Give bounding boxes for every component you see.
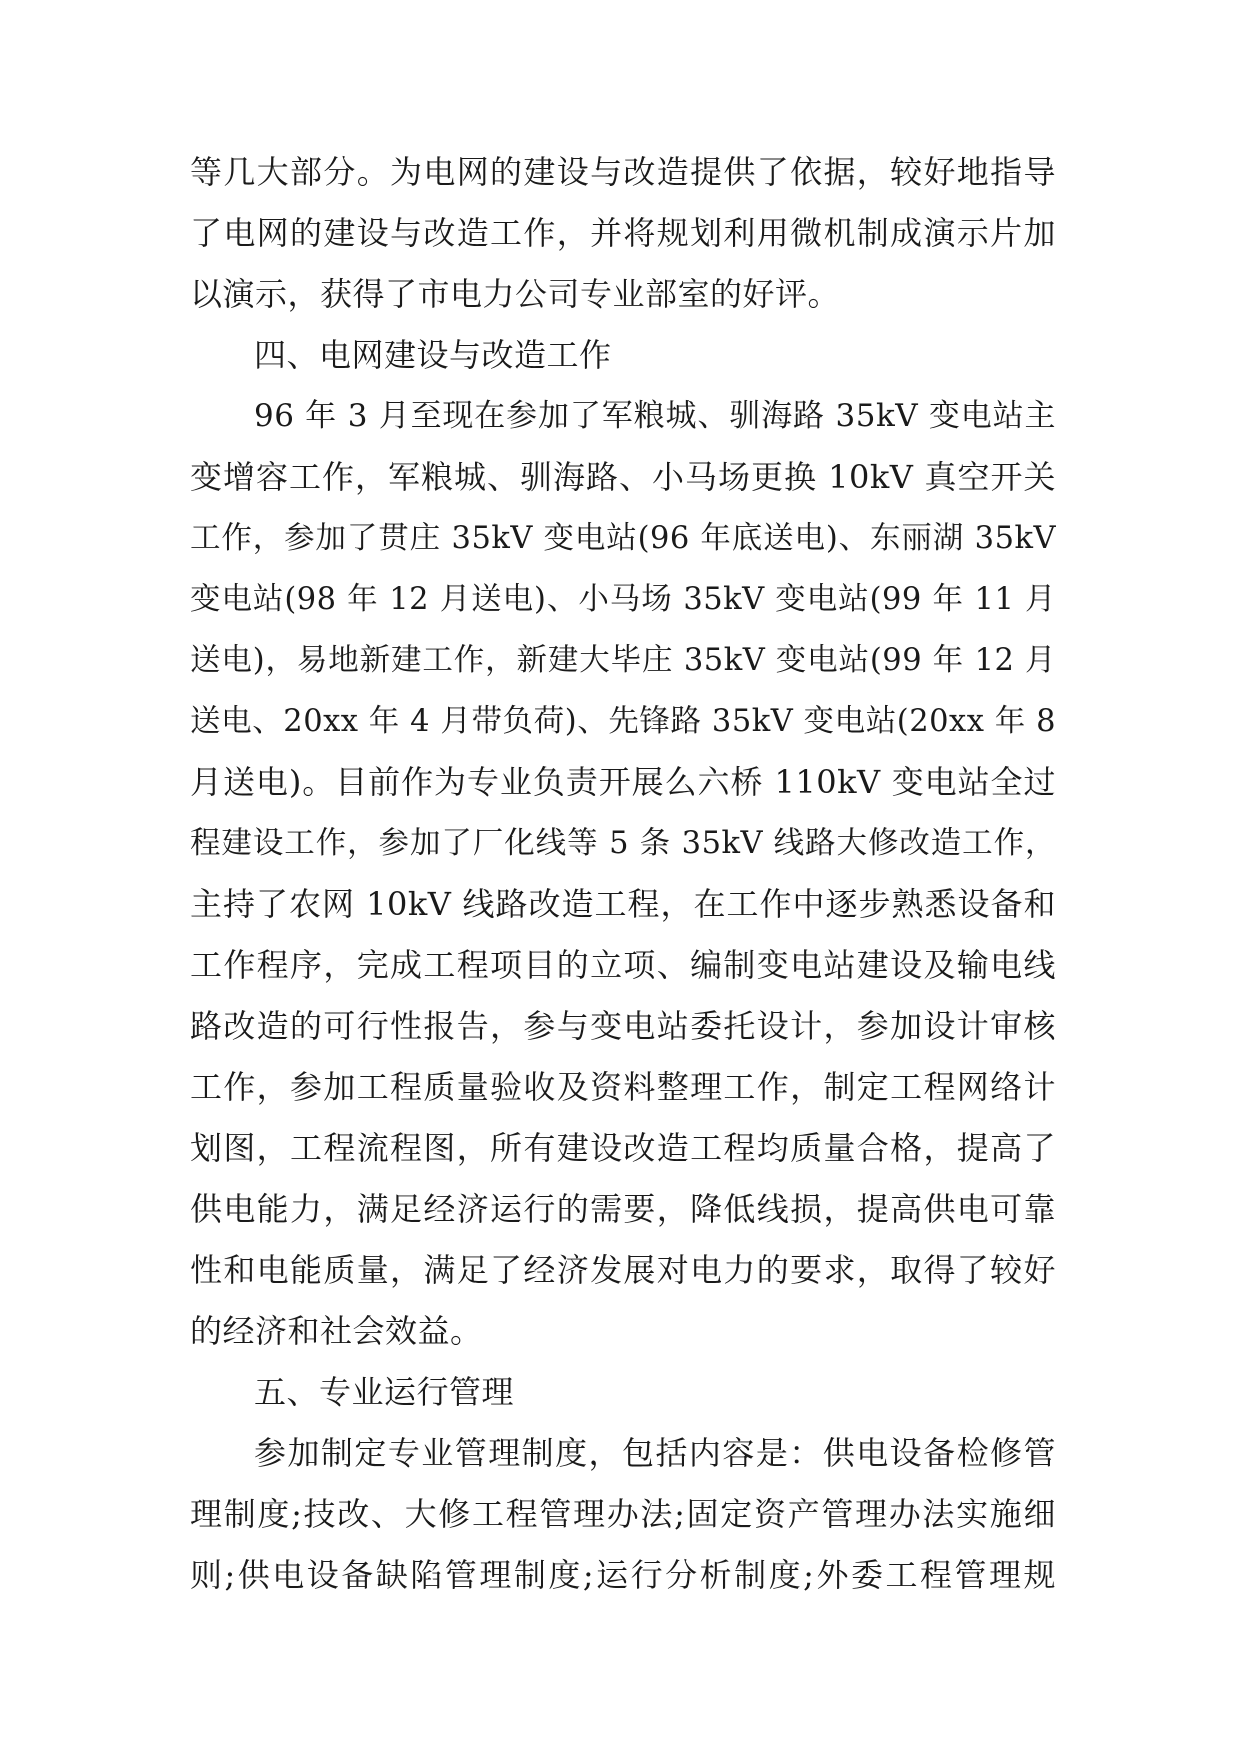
text-line: 了电网的建设与改造工作，并将规划利用微机制成演示片加 [190, 214, 1056, 252]
text-line: 变电站(98 年 12 月送电)、小马场 35kV 变电站(99 年 11 月 [190, 582, 1056, 617]
text-line: 工作，参加了贯庄 35kV 变电站(96 年底送电)、东丽湖 35kV [190, 521, 1056, 556]
text-line: 程建设工作，参加了厂化线等 5 条 35kV 线路大修改造工作， [190, 826, 1056, 861]
text-line: 划图，工程流程图，所有建设改造工程均质量合格，提高了 [190, 1129, 1056, 1167]
text-line: 等几大部分。为电网的建设与改造提供了依据，较好地指导 [190, 153, 1056, 191]
text-line: 理制度;技改、大修工程管理办法;固定资产管理办法实施细 [190, 1495, 1056, 1533]
section-heading: 五、专业运行管理 [254, 1373, 515, 1411]
section-heading: 四、电网建设与改造工作 [254, 336, 612, 374]
text-line: 性和电能质量，满足了经济发展对电力的要求，取得了较好 [190, 1251, 1056, 1289]
text-line: 参加制定专业管理制度，包括内容是：供电设备检修管 [254, 1434, 1056, 1472]
text-line: 送电、20xx 年 4 月带负荷)、先锋路 35kV 变电站(20xx 年 8 [190, 704, 1056, 739]
text-line: 则;供电设备缺陷管理制度;运行分析制度;外委工程管理规 [190, 1556, 1056, 1594]
text-line: 月送电)。目前作为专业负责开展么六桥 110kV 变电站全过 [190, 763, 1056, 801]
text-line: 路改造的可行性报告，参与变电站委托设计，参加设计审核 [190, 1007, 1056, 1045]
text-line: 的经济和社会效益。 [190, 1312, 483, 1350]
text-line: 以演示，获得了市电力公司专业部室的好评。 [190, 275, 841, 313]
document-body [190, 142, 1056, 1606]
text-line: 主持了农网 10kV 线路改造工程，在工作中逐步熟悉设备和 [190, 885, 1056, 923]
text-line: 送电)，易地新建工作，新建大毕庄 35kV 变电站(99 年 12 月 [190, 643, 1056, 678]
text-line: 工作，参加工程质量验收及资料整理工作，制定工程网络计 [190, 1068, 1056, 1106]
text-line: 96 年 3 月至现在参加了军粮城、驯海路 35kV 变电站主 [254, 398, 1056, 434]
text-line: 变增容工作，军粮城、驯海路、小马场更换 10kV 真空开关 [190, 458, 1056, 496]
text-line: 工作程序，完成工程项目的立项、编制变电站建设及输电线 [190, 946, 1056, 984]
text-line: 供电能力，满足经济运行的需要，降低线损，提高供电可靠 [190, 1190, 1056, 1228]
